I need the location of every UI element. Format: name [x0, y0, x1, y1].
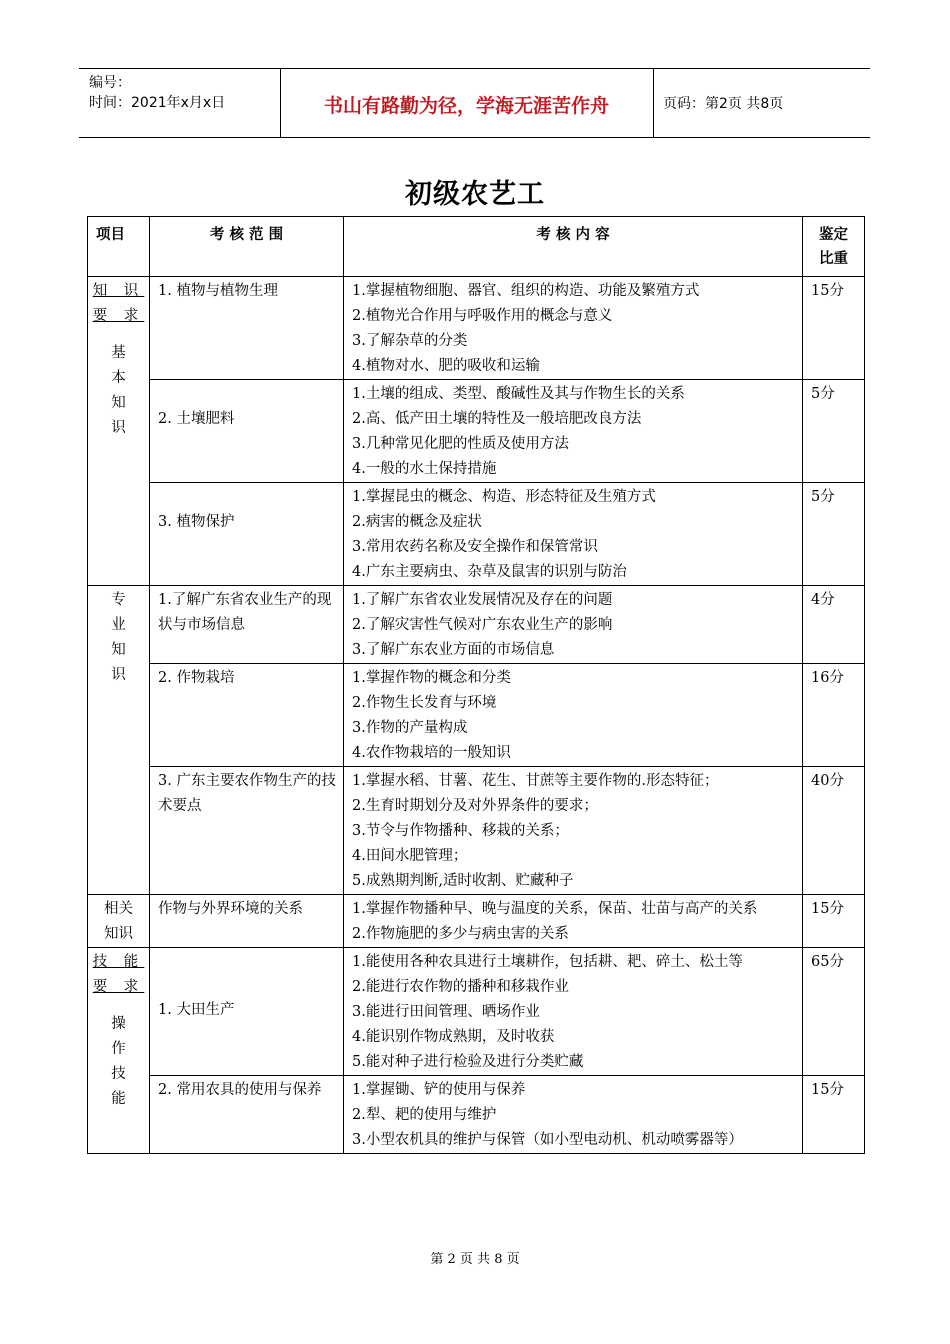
range-cell: 1. 植物与植物生理	[150, 277, 344, 380]
ratio-cell: 5分	[803, 483, 865, 586]
skill-requirement-heading: 技 能 要 求	[92, 954, 145, 995]
document-title: 初级农艺工	[405, 179, 545, 210]
header-page-number: 页码：第2页 共8页	[663, 96, 784, 112]
ratio-cell: 15分	[803, 277, 865, 380]
range-cell: 3. 植物保护	[150, 483, 344, 586]
range-cell: 3. 广东主要农作物生产的技术要点	[150, 767, 344, 895]
ratio-cell: 5分	[803, 380, 865, 483]
assessment-table	[87, 216, 865, 1154]
header-number: 编号：	[89, 75, 131, 91]
header-meta	[89, 73, 225, 113]
col-header-ratio	[803, 217, 865, 277]
range-cell: 2. 作物栽培	[150, 664, 344, 767]
content-cell: 1.掌握作物的概念和分类 2.作物生长发育与环境 3.作物的产量构成 4.农作物栽培的一般知识	[344, 664, 803, 767]
content-cell: 1.掌握锄、铲的使用与保养 2.犁、耙的使用与维护 3.小型农机具的维护与保管（如小型电动机、机动喷雾器等）	[344, 1076, 803, 1154]
col-header-ratio-line2: 比重	[819, 250, 848, 267]
table-row	[88, 277, 865, 380]
table-row	[88, 767, 865, 895]
col-header-content: 考 核 内 容	[344, 217, 803, 277]
category-professional-knowledge: 专 业 知 识	[88, 586, 150, 895]
range-cell: 2. 土壤肥料	[150, 380, 344, 483]
range-cell: 作物与外界环境的关系	[150, 895, 344, 948]
col-header-range: 考 核 范 围	[150, 217, 344, 277]
ratio-cell: 4分	[803, 586, 865, 664]
ratio-cell: 15分	[803, 1076, 865, 1154]
page-header	[79, 68, 870, 138]
content-cell: 1.掌握水稻、甘薯、花生、甘蔗等主要作物的.形态特征； 2.生育时期划分及对外界条件的要求； 3.节令与作物播种、移栽的关系； 4.田间水肥管理； 5.成熟期判断,适时收割、贮藏种子	[344, 767, 803, 895]
header-time: 时间：2021年x月x日	[89, 95, 226, 111]
ratio-cell: 40分	[803, 767, 865, 895]
range-cell: 1. 大田生产	[150, 948, 344, 1076]
page-footer: 第 2 页 共 8 页	[430, 1252, 520, 1267]
knowledge-requirement-heading: 知 识 要 求	[92, 283, 145, 324]
content-cell: 1.土壤的组成、类型、酸碱性及其与作物生长的关系 2.高、低产田土壤的特性及一般培肥改良方法 3.几种常见化肥的性质及使用方法 4.一般的水土保持措施	[344, 380, 803, 483]
range-cell: 2. 常用农具的使用与保养	[150, 1076, 344, 1154]
content-cell: 1.了解广东省农业发展情况及存在的问题 2.了解灾害性气候对广东农业生产的影响 3.了解广东农业方面的市场信息	[344, 586, 803, 664]
col-header-project: 项目	[88, 217, 150, 277]
table-row	[88, 483, 865, 586]
table-row	[88, 380, 865, 483]
content-cell: 1.掌握昆虫的概念、构造、形态特征及生殖方式 2.病害的概念及症状 3.常用农药名称及安全操作和保管常识 4.广东主要病虫、杂草及鼠害的识别与防治	[344, 483, 803, 586]
table-row	[88, 1076, 865, 1154]
category-basic-knowledge: 知 识 要 求 基 本 知 识	[88, 277, 150, 586]
table-row	[88, 895, 865, 948]
ratio-cell: 65分	[803, 948, 865, 1076]
col-header-ratio-line1: 鉴定	[819, 226, 848, 243]
range-cell: 1.了解广东省农业生产的现状与市场信息	[150, 586, 344, 664]
header-divider	[653, 69, 654, 137]
ratio-cell: 15分	[803, 895, 865, 948]
content-cell: 1.掌握作物播种早、晚与温度的关系，保苗、壮苗与高产的关系 2.作物施肥的多少与病虫害的关系	[344, 895, 803, 948]
category-related-knowledge: 相关 知识	[88, 895, 150, 948]
content-cell: 1.能使用各种农具进行土壤耕作，包括耕、耙、碎土、松土等 2.能进行农作物的播种和移栽作业 3.能进行田间管理、晒场作业 4.能识别作物成熟期，及时收获 5.能对种子进行检验及进行分类贮藏	[344, 948, 803, 1076]
table-row	[88, 948, 865, 1076]
content-cell: 1.掌握植物细胞、器官、组织的构造、功能及繁殖方式 2.植物光合作用与呼吸作用的概念与意义 3.了解杂草的分类 4.植物对水、肥的吸收和运输	[344, 277, 803, 380]
table-row	[88, 664, 865, 767]
ratio-cell: 16分	[803, 664, 865, 767]
table-row	[88, 586, 865, 664]
table-header-row	[88, 217, 865, 277]
category-operation-skills: 技 能 要 求 操 作 技 能	[88, 948, 150, 1154]
header-motto: 书山有路勤为径，学海无涯苦作舟	[323, 95, 609, 117]
